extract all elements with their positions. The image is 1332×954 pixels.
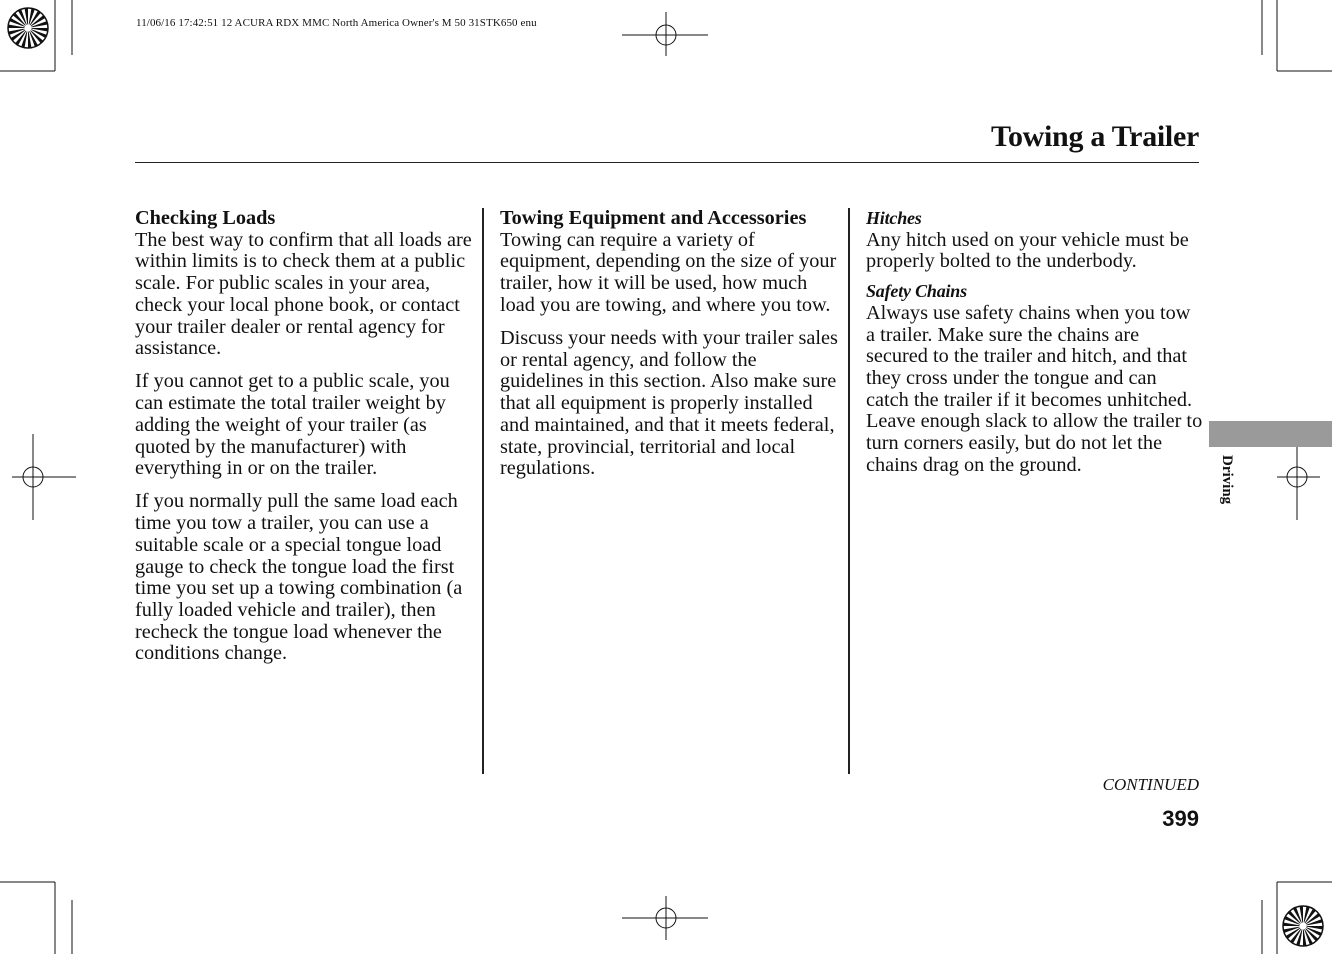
paragraph: If you normally pull the same load each time you tow a trailer, you can use a suitable scale or a special tongue load gauge to check the tongue load the first time you set up a towing combination (a fully loaded vehicle and trailer), then recheck the tongue load whenever the conditions change. bbox=[135, 490, 463, 665]
paragraph-safety-chains: Always use safety chains when you tow a trailer. Make sure the chains are secured to the trailer and hitch, and that they cross under the tongue and can catch the trailer if it becomes unhitched. Leave enough slack to allow the trailer to turn corners easily, but do not let the chains drag on the ground. bbox=[866, 301, 1203, 476]
column-divider bbox=[848, 208, 850, 774]
section-heading-checking-loads: Checking Loads bbox=[135, 207, 276, 229]
column-divider bbox=[482, 208, 484, 774]
section-heading-towing-equipment: Towing Equipment and Accessories bbox=[500, 207, 807, 229]
title-rule bbox=[135, 162, 1199, 163]
continued-label: CONTINUED bbox=[1102, 775, 1199, 794]
registration-starburst-top-left bbox=[8, 8, 48, 48]
column-towing-equipment bbox=[500, 208, 838, 491]
subheading-safety-chains: Safety Chains bbox=[866, 281, 967, 302]
paragraph: The best way to confirm that all loads are within limits is to check them at a public scale. For public scales in your area, check your local phone book, or contact your trailer dealer or rental agency for assistance. bbox=[135, 228, 472, 360]
subheading-hitches: Hitches bbox=[866, 208, 922, 228]
registration-starburst-bottom-right bbox=[1283, 906, 1323, 946]
column-hitches-chains bbox=[866, 208, 1204, 476]
column-checking-loads bbox=[135, 208, 475, 677]
paragraph: Towing can require a variety of equipment, depending on the size of your trailer, how it will be used, how much load you are towing, and where you tow. bbox=[500, 228, 837, 316]
page-title: Towing a Trailer bbox=[991, 120, 1199, 153]
paragraph-hitches: Any hitch used on your vehicle must be properly bolted to the underbody. bbox=[866, 228, 1189, 273]
paragraph: If you cannot get to a public scale, you can estimate the total trailer weight by adding the weight of your trailer (as quoted by the manufacturer) with everything in or on the trailer. bbox=[135, 370, 450, 480]
paragraph: Discuss your needs with your trailer sales or rental agency, and follow the guidelines in this section. Also make sure that all equipment is properly installed and maintained, and that it meets federal, state, provincial, territorial and local regulations. bbox=[500, 327, 838, 480]
page-number: 399 bbox=[1162, 806, 1199, 831]
section-tab bbox=[1209, 421, 1332, 447]
print-slug: 11/06/16 17:42:51 12 ACURA RDX MMC North America Owner's M 50 31STK650 enu bbox=[136, 17, 537, 29]
section-tab-label: Driving bbox=[1219, 455, 1235, 505]
